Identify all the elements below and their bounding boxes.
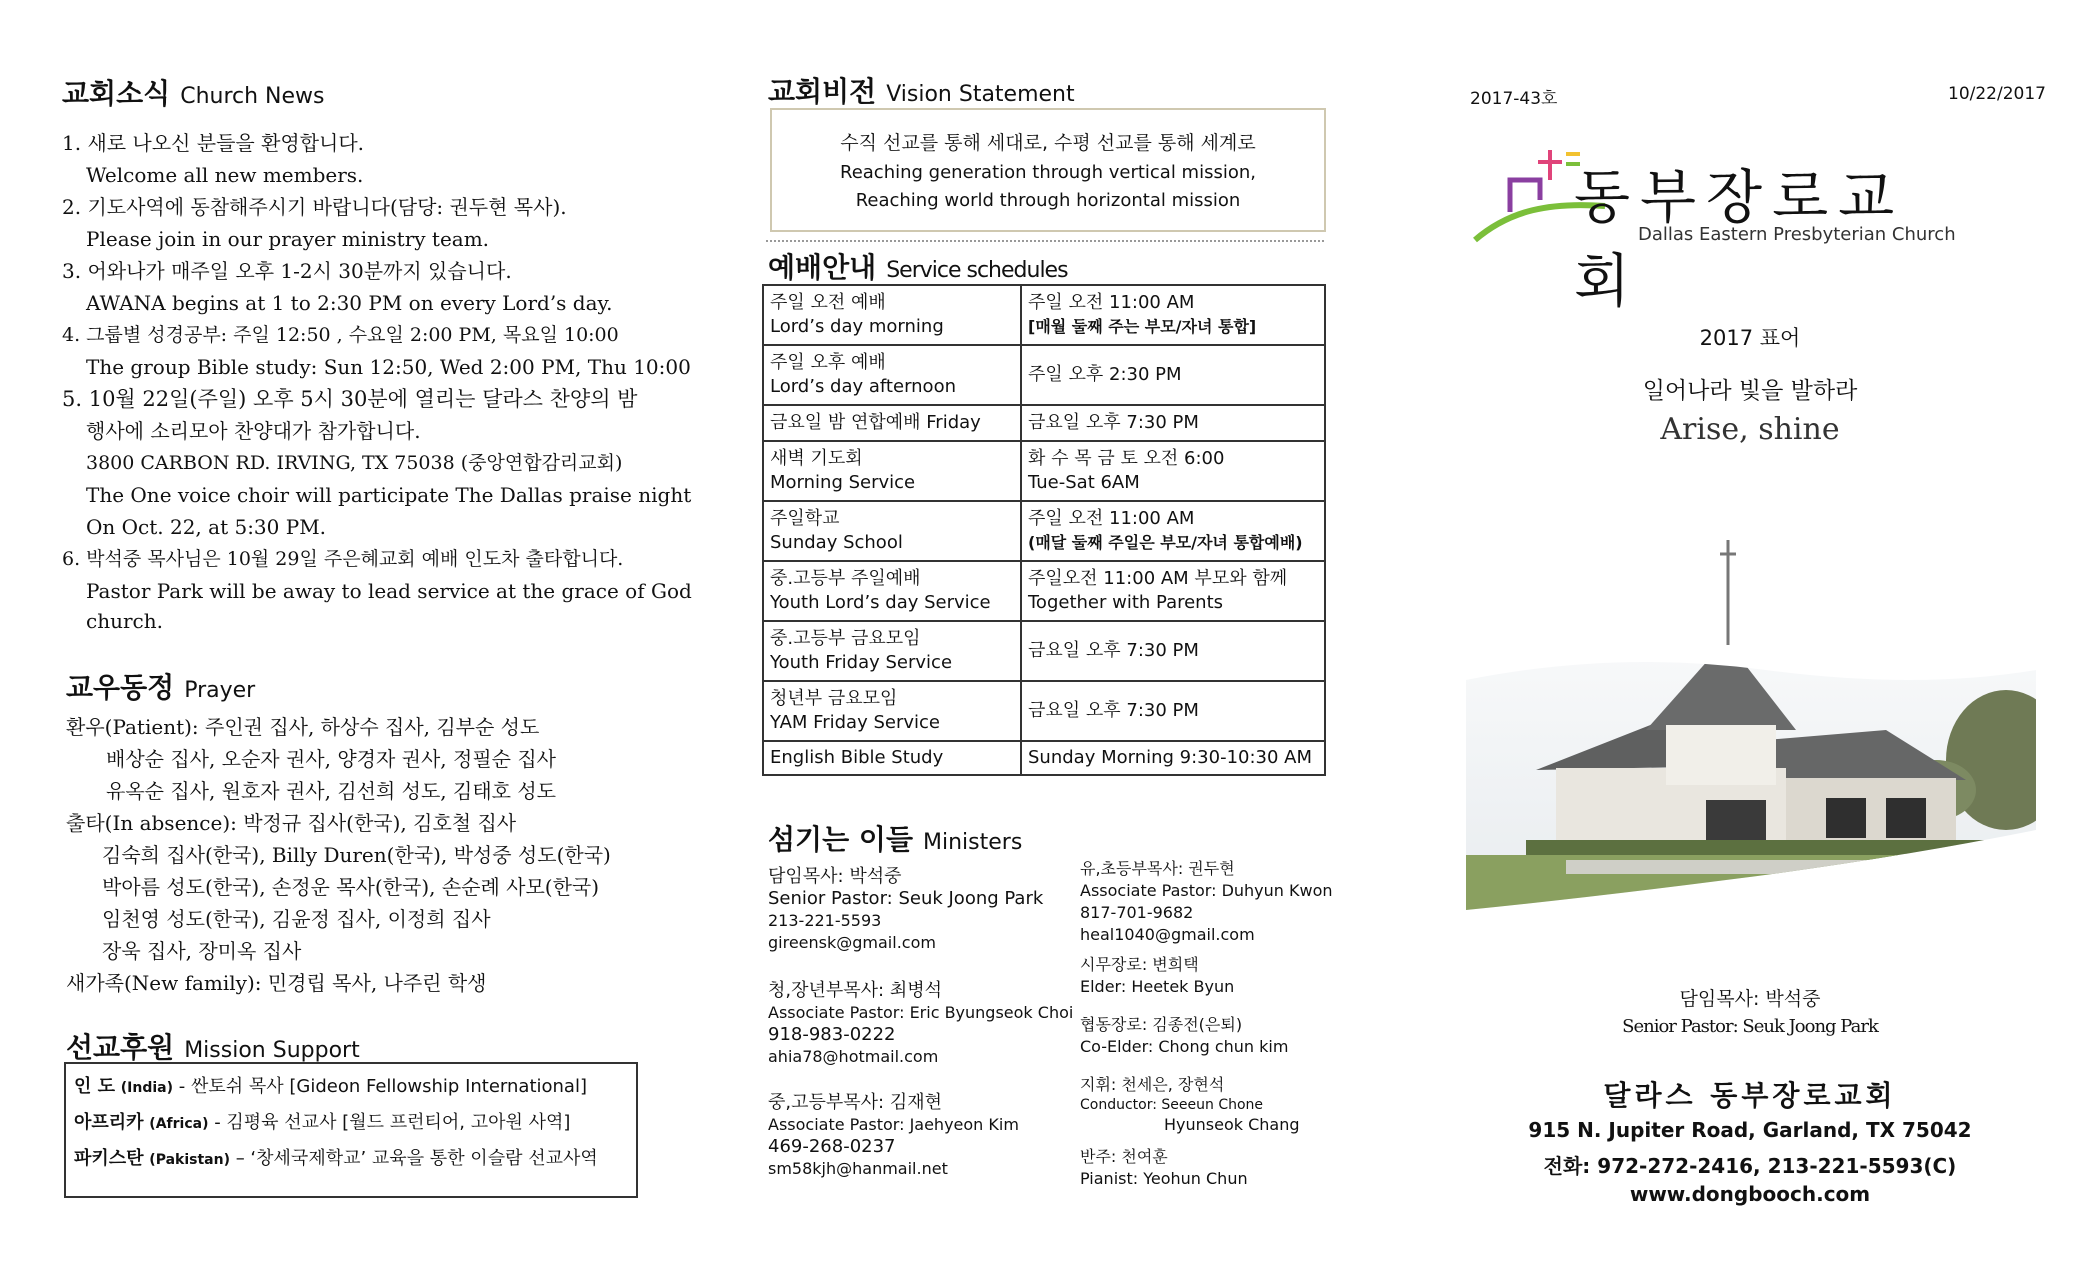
minister-title-en: Senior Pastor: Seuk Joong Park <box>768 888 1044 909</box>
cover-pastor-ko: 담임목사: 박석중 <box>1679 988 1821 1010</box>
schedule-title-ko: 예배안내 <box>768 251 877 284</box>
minister-title-en: Conductor: Seeeun Chone <box>1080 1097 1264 1113</box>
minister-title-en: Associate Pastor: Duhyun Kwon <box>1080 881 1333 900</box>
minister-entry <box>768 980 1073 1068</box>
church-logo <box>1470 140 1970 315</box>
service-name-ko: 주일 오후 예배 <box>770 352 886 373</box>
prayer-line: 환우(Patient): 주인권 집사, 하상수 집사, 김부순 성도 <box>66 715 540 739</box>
schedule-service-cell <box>763 441 1021 501</box>
prayer-line: 새가족(New family): 민경립 목사, 나주린 학생 <box>66 971 487 995</box>
schedule-time-cell <box>1021 621 1325 681</box>
mission-box <box>64 1062 638 1198</box>
ministers-heading <box>768 818 1022 858</box>
schedule-service-cell <box>763 345 1021 405</box>
schedule-row <box>763 681 1325 741</box>
minister-entry <box>768 1092 1019 1180</box>
schedule-time-cell <box>1021 741 1325 775</box>
mission-region: (Pakistan) <box>149 1152 230 1168</box>
news-line: Please join in our prayer ministry team. <box>86 227 490 251</box>
mission-text: - 김평육 선교사 [월드 프런티어, 고아원 사역] <box>208 1112 571 1133</box>
minister-email: sm58kjh@hanmail.net <box>768 1159 948 1178</box>
news-line: AWANA begins at 1 to 2:30 PM on every Lord’s day. <box>86 291 613 315</box>
schedule-service-cell <box>763 741 1021 775</box>
minister-entry <box>1080 858 1333 946</box>
schedule-time-cell <box>1021 561 1325 621</box>
minister-title-en: Co-Elder: Chong chun kim <box>1080 1037 1289 1056</box>
mission-country: 아프리카 <box>74 1112 144 1133</box>
service-name-en: English Bible Study <box>770 747 944 768</box>
minister-phone: 817-701-9682 <box>1080 903 1194 922</box>
service-name-ko: 청년부 금요모임 <box>770 688 898 709</box>
vision-line-en-1: Reaching generation through vertical mission, <box>840 162 1256 183</box>
service-name-ko: 주일학교 <box>770 508 840 529</box>
ministers-title-ko: 섬기는 이들 <box>768 823 913 856</box>
service-name-en: Sunday School <box>770 532 903 553</box>
minister-entry <box>1080 954 1234 998</box>
news-line: 4. 그룹별 성경공부: 주일 12:50 , 수요일 2:00 PM, 목요일 10:00 <box>62 324 619 346</box>
prayer-line: 출타(In absence): 박정규 집사(한국), 김호철 집사 <box>66 811 517 835</box>
minister-email: gireensk@gmail.com <box>768 933 936 952</box>
schedule-service-cell <box>763 621 1021 681</box>
minister-title-en: Pianist: Yeohun Chun <box>1080 1169 1248 1188</box>
issue-number: 2017-43호 <box>1470 89 1558 109</box>
cover-address: 915 N. Jupiter Road, Garland, TX 75042 <box>1528 1118 1972 1142</box>
news-line: The One voice choir will participate The Dallas praise night <box>86 483 692 507</box>
vision-heading <box>768 70 1075 110</box>
minister-title-ko: 시무장로: 변희택 <box>1080 955 1199 974</box>
minister-title-ko: 유,초등부목사: 권두현 <box>1080 859 1235 878</box>
schedule-heading-rule <box>766 240 1324 242</box>
schedule-time-cell <box>1021 345 1325 405</box>
minister-email: ahia78@hotmail.com <box>768 1047 939 1066</box>
service-time: 주일 오전 11:00 AM <box>1028 292 1195 313</box>
minister-title-ko: 담임목사: 박석중 <box>768 866 902 887</box>
service-time: 화 수 목 금 토 오전 6:00 <box>1028 448 1225 469</box>
mission-heading <box>66 1026 360 1066</box>
service-name-ko: 중.고등부 주일예배 <box>770 568 921 589</box>
news-line: 행사에 소리모아 찬양대가 참가합니다. <box>86 419 421 443</box>
mission-row <box>74 1144 598 1175</box>
motto-year: 2017 표어 <box>1699 326 1801 350</box>
news-line: The group Bible study: Sun 12:50, Wed 2:00 PM, Thu 10:00 <box>86 355 691 379</box>
vision-line-ko: 수직 선교를 통해 세대로, 수평 선교를 통해 세계로 <box>840 132 1256 154</box>
service-name-ko: 중.고등부 금요모임 <box>770 628 921 649</box>
ministers-title-en: Ministers <box>923 830 1023 855</box>
minister-title-ko: 지휘: 천세은, 장현석 <box>1080 1075 1225 1094</box>
schedule-title-en: Service schedules <box>886 258 1068 283</box>
minister-phone: 469-268-0237 <box>768 1136 896 1157</box>
minister-email: heal1040@gmail.com <box>1080 925 1255 944</box>
vision-line-en-2: Reaching world through horizontal mission <box>855 190 1241 211</box>
prayer-line: 임천영 성도(한국), 김윤정 집사, 이정희 집사 <box>102 907 491 931</box>
minister-entry <box>1080 1146 1248 1190</box>
church-building-image <box>1466 530 2036 910</box>
news-line: Pastor Park will be away to lead service at the grace of God <box>86 579 692 603</box>
news-line: On Oct. 22, at 5:30 PM. <box>86 515 327 539</box>
schedule-time-cell <box>1021 405 1325 441</box>
church-name-en: Dallas Eastern Presbyterian Church <box>1638 224 1956 245</box>
cover-phone: 전화: 972-272-2416, 213-221-5593(C) <box>1543 1154 1957 1178</box>
motto-en: Arise, shine <box>1660 412 1840 447</box>
schedule-row <box>763 441 1325 501</box>
service-name-en: Youth Friday Service <box>770 652 953 673</box>
cover-website: www.dongbooch.com <box>1629 1182 1871 1206</box>
schedule-row <box>763 501 1325 561</box>
mission-row <box>74 1108 570 1139</box>
prayer-line: 박아름 성도(한국), 손정운 목사(한국), 손순례 사모(한국) <box>102 875 600 899</box>
schedule-time-cell <box>1021 285 1325 345</box>
prayer-line: 배상순 집사, 오순자 권사, 양경자 권사, 정필순 집사 <box>106 747 556 771</box>
service-name-en: Lord’s day morning <box>770 316 944 337</box>
minister-entry <box>768 866 1043 954</box>
schedule-heading <box>768 246 1068 286</box>
schedule-row <box>763 621 1325 681</box>
service-time: 금요일 오후 7:30 PM <box>1028 640 1199 661</box>
mission-region: (Africa) <box>149 1116 209 1132</box>
schedule-time-cell <box>1021 681 1325 741</box>
schedule-row <box>763 741 1325 775</box>
service-name-en: Lord’s day afternoon <box>770 376 956 397</box>
mission-country: 파키스탄 <box>74 1148 144 1169</box>
minister-phone: 213-221-5593 <box>768 911 882 930</box>
mission-text: - 싼토쉬 목사 [Gideon Fellowship International] <box>173 1076 587 1097</box>
service-name-ko: 새벽 기도회 <box>770 448 863 469</box>
service-time: Sunday Morning 9:30-10:30 AM <box>1028 747 1313 768</box>
vision-title-ko: 교회비전 <box>768 75 877 108</box>
service-time: 금요일 오후 7:30 PM <box>1028 412 1199 433</box>
schedule-service-cell <box>763 285 1021 345</box>
mission-row <box>74 1072 587 1103</box>
news-line: 5. 10월 22일(주일) 오후 5시 30분에 열리는 달라스 찬양의 밤 <box>62 387 638 411</box>
schedule-time-cell <box>1021 501 1325 561</box>
prayer-title-ko: 교우동정 <box>66 671 175 704</box>
minister-title-ko: 청,장년부목사: 최병석 <box>768 980 942 1001</box>
minister-title-ko: 협동장로: 김종전(은퇴) <box>1080 1015 1243 1034</box>
news-line: 2. 기도사역에 동참해주시기 바랍니다(담당: 권두현 목사). <box>62 195 567 219</box>
schedule-service-cell <box>763 405 1021 441</box>
service-name-ko: 금요일 밤 연합예배 Friday <box>770 412 981 433</box>
schedule-row <box>763 405 1325 441</box>
schedule-service-cell <box>763 561 1021 621</box>
news-line: church. <box>86 609 163 633</box>
service-name-en: YAM Friday Service <box>770 712 940 733</box>
prayer-line: 유옥순 집사, 원호자 권사, 김선희 성도, 김태호 성도 <box>106 779 556 803</box>
service-name-en: Youth Lord’s day Service <box>770 592 991 613</box>
issue-date: 10/22/2017 <box>1948 84 2046 104</box>
service-note: Together with Parents <box>1028 592 1224 613</box>
motto-ko: 일어나라 빛을 발하라 <box>1642 378 1858 404</box>
minister-title-ko: 중,고등부목사: 김재현 <box>768 1092 942 1113</box>
schedule-time-cell <box>1021 441 1325 501</box>
news-line: Welcome all new members. <box>86 163 364 187</box>
prayer-line: 장욱 집사, 장미옥 집사 <box>102 939 302 963</box>
mission-country: 인 도 <box>74 1076 116 1097</box>
minister-title-en: Elder: Heetek Byun <box>1080 977 1235 996</box>
vision-box <box>770 108 1326 232</box>
service-time: 주일오전 11:00 AM 부모와 함께 <box>1028 568 1288 589</box>
church-name-ko: 동부장로교회 <box>1574 163 1905 315</box>
church-photo <box>1466 530 2036 910</box>
minister-phone: 918-983-0222 <box>768 1024 896 1045</box>
service-time: 주일 오후 2:30 PM <box>1028 364 1182 385</box>
service-time: 주일 오전 11:00 AM <box>1028 508 1195 529</box>
church-news-title-en: Church News <box>180 84 325 109</box>
prayer-title-en: Prayer <box>184 678 256 703</box>
service-name-en: Morning Service <box>770 472 916 493</box>
prayer-line: 김숙희 집사(한국), Billy Duren(한국), 박성중 성도(한국) <box>102 843 611 867</box>
schedule-row <box>763 345 1325 405</box>
schedule-row <box>763 561 1325 621</box>
minister-title-en: Associate Pastor: Eric Byungseok Choi <box>768 1003 1074 1022</box>
mission-text: – ‘창세국제학교’ 교육을 통한 이슬람 선교사역 <box>229 1148 598 1169</box>
schedule-service-cell <box>763 681 1021 741</box>
news-line: 6. 박석중 목사님은 10월 29일 주은혜교회 예배 인도차 출타합니다. <box>62 548 624 570</box>
prayer-heading <box>66 666 255 706</box>
minister-entry <box>1080 1014 1288 1058</box>
minister-entry <box>1080 1074 1300 1136</box>
service-time: 금요일 오후 7:30 PM <box>1028 700 1199 721</box>
minister-title-ko: 반주: 천여훈 <box>1080 1147 1168 1166</box>
news-line: 3800 CARBON RD. IRVING, TX 75038 (중앙연합감리교회) <box>86 452 623 474</box>
service-name-ko: 주일 오전 예배 <box>770 292 886 313</box>
church-news-title-ko: 교회소식 <box>62 77 171 110</box>
mission-region: (India) <box>120 1080 174 1096</box>
news-line: 1. 새로 나오신 분들을 환영합니다. <box>62 131 365 155</box>
service-note: [매월 둘째 주는 부모/자녀 통합] <box>1028 317 1257 336</box>
service-note: (매달 둘째 주일은 부모/자녀 통합예배) <box>1028 533 1303 552</box>
mission-title-en: Mission Support <box>184 1038 360 1063</box>
church-news-heading <box>62 72 325 112</box>
minister-name-extra: Hyunseok Chang <box>1164 1115 1300 1134</box>
cover-pastor-en: Senior Pastor: Seuk Joong Park <box>1622 1016 1878 1037</box>
schedule-row <box>763 285 1325 345</box>
schedule-service-cell <box>763 501 1021 561</box>
cover-church-full-name: 달라스 동부장로교회 <box>1603 1079 1897 1112</box>
news-line: 3. 어와나가 매주일 오후 1-2시 30분까지 있습니다. <box>62 259 512 283</box>
mission-title-ko: 선교후원 <box>66 1031 175 1064</box>
schedule-table <box>762 284 1326 776</box>
vision-title-en: Vision Statement <box>886 82 1075 107</box>
service-note: Tue-Sat 6AM <box>1028 472 1140 493</box>
minister-title-en: Associate Pastor: Jaehyeon Kim <box>768 1115 1019 1134</box>
